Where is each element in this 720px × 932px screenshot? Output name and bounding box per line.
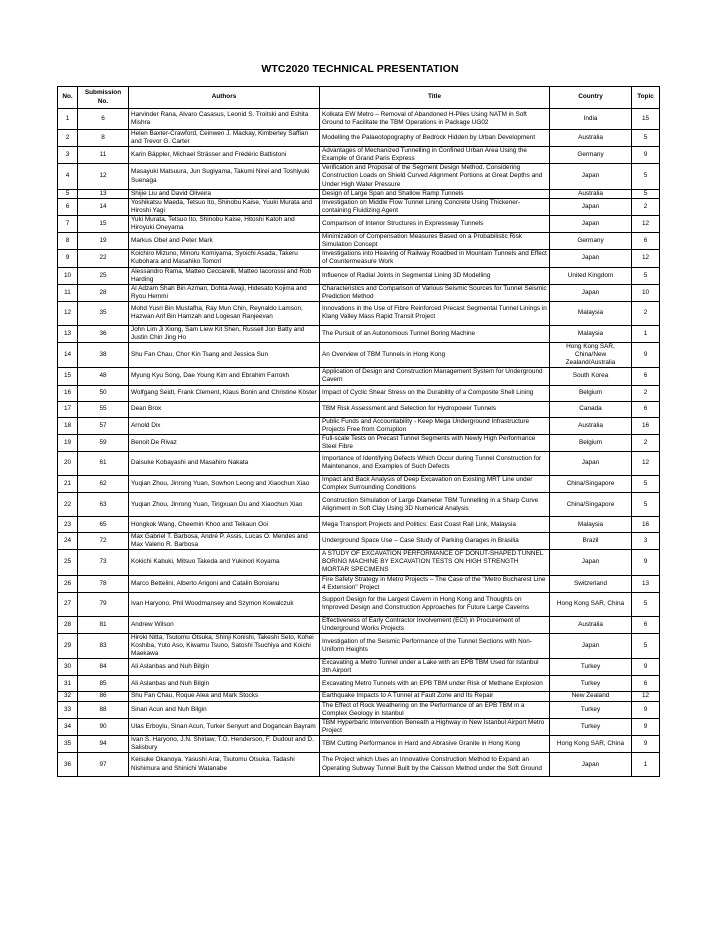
cell-no: 29 — [58, 633, 78, 658]
cell-authors: Yuki Murata, Tetsuo Ito, Shinobu Kaise, Hitoshi Katoh and Hiroyuki Oneyama — [129, 215, 320, 232]
cell-country: Belgium — [550, 434, 632, 451]
cell-no: 11 — [58, 284, 78, 301]
cell-topic: 2 — [632, 385, 660, 401]
cell-authors: Al Adzam Shah Bin Azman, Dohta Awaji, Hidesato Kojima and Ryou Hemmi — [129, 284, 320, 301]
cell-authors: Hongkok Wang, Cheemin Khoo and Teikaun Ooi — [129, 517, 320, 533]
table-row — [58, 451, 660, 475]
cell-submission: 57 — [78, 417, 129, 434]
cell-topic: 9 — [632, 718, 660, 735]
table-row — [58, 164, 660, 189]
cell-country: Turkey — [550, 701, 632, 718]
table-row — [58, 233, 660, 250]
cell-title: TBM Hyperbaric Intervention Beneath a Highway in New İstanbul Airport Metro Project — [320, 718, 550, 735]
cell-country: Hong Kong SAR, China — [550, 592, 632, 616]
cell-country: Canada — [550, 401, 632, 417]
table-row — [58, 475, 660, 492]
cell-topic: 1 — [632, 325, 660, 342]
cell-authors: Kokichi Kabuki, Mitsuo Takeda and Yukinori Koyama — [129, 550, 320, 575]
cell-no: 33 — [58, 701, 78, 718]
cell-title: Construction Simulation of Large Diameter TBM Tunnelling in a Sharp Curve Alignment in Soft Clay Using 3D Numerical Analysis — [320, 493, 550, 517]
cell-country: Australia — [550, 616, 632, 633]
cell-no: 23 — [58, 517, 78, 533]
cell-submission: 86 — [78, 692, 129, 701]
cell-country: Japan — [550, 753, 632, 777]
table-row — [58, 550, 660, 575]
cell-no: 16 — [58, 385, 78, 401]
cell-topic: 12 — [632, 215, 660, 232]
cell-no: 19 — [58, 434, 78, 451]
cell-topic: 12 — [632, 250, 660, 267]
table-row — [58, 493, 660, 517]
cell-title: Minimization of Compensation Measures Based on a Probabilistic Risk Simulation Concept — [320, 233, 550, 250]
cell-no: 22 — [58, 493, 78, 517]
cell-no: 25 — [58, 550, 78, 575]
cell-country: Germany — [550, 147, 632, 164]
cell-submission: 6 — [78, 109, 129, 130]
cell-topic: 9 — [632, 701, 660, 718]
cell-title: Impact and Back Analysis of Deep Excavation on Existing MRT Line under Complex Surrounding Conditions — [320, 475, 550, 492]
cell-submission: 15 — [78, 215, 129, 232]
cell-submission: 25 — [78, 267, 129, 284]
cell-authors: Arnold Dix — [129, 417, 320, 434]
cell-title: An Overview of TBM Tunnels in Hong Kong — [320, 343, 550, 368]
table-row — [58, 633, 660, 658]
table-row — [58, 385, 660, 401]
cell-title: The Effect of Rock Weathering on the Performance of an EPB TBM in a Complex Geology in Istanbul — [320, 701, 550, 718]
header-authors: Authors — [129, 87, 320, 109]
cell-title: Characteristics and Comparison of Various Seismic Sources for Tunnel Seismic Prediction Method — [320, 284, 550, 301]
cell-authors: Ali Aslanbas and Nuh Bilgin — [129, 676, 320, 692]
cell-title: TBM Risk Assessment and Selection for Hydropower Tunnels — [320, 401, 550, 417]
cell-submission: 19 — [78, 233, 129, 250]
cell-authors: Benoit De Rivaz — [129, 434, 320, 451]
cell-title: Verification and Proposal of the Segment Design Method, Considering Construction Loads on Shield Curved Alignment Portions at Great Depths and Under High Water Pressure — [320, 164, 550, 189]
cell-topic: 5 — [632, 633, 660, 658]
cell-title: Underground Space Use – Case Study of Parking Garages in Brasilia — [320, 533, 550, 550]
cell-no: 27 — [58, 592, 78, 616]
cell-topic: 13 — [632, 575, 660, 592]
cell-no: 31 — [58, 676, 78, 692]
cell-submission: 62 — [78, 475, 129, 492]
cell-no: 34 — [58, 718, 78, 735]
cell-topic: 9 — [632, 550, 660, 575]
cell-title: Importance of Identifying Defects Which Occur during Tunnel Construction for Maintenance, and Examples of Such Defects — [320, 451, 550, 475]
table-row — [58, 676, 660, 692]
cell-country: Hong Kong SAR, China — [550, 735, 632, 752]
cell-submission: 14 — [78, 198, 129, 215]
cell-no: 9 — [58, 250, 78, 267]
cell-topic: 2 — [632, 434, 660, 451]
cell-title: Design of Large Span and Shallow Ramp Tunnels — [320, 189, 550, 198]
cell-submission: 8 — [78, 130, 129, 147]
cell-country: Turkey — [550, 676, 632, 692]
cell-submission: 38 — [78, 343, 129, 368]
cell-submission: 79 — [78, 592, 129, 616]
cell-no: 28 — [58, 616, 78, 633]
cell-title: Modelling the Palaeotopography of Bedrock Hidden by Urban Development — [320, 130, 550, 147]
cell-no: 6 — [58, 198, 78, 215]
cell-authors: Shu Fan Chau, Roque Alea and Mark Stocks — [129, 692, 320, 701]
cell-authors: Masayuki Matsuura, Jun Sugiyama, Takumi Nirei and Toshiyuki Suenaga — [129, 164, 320, 189]
cell-authors: Andrew Wilson — [129, 616, 320, 633]
cell-authors: John Lim Ji Xiong, Sam Liew Kit Shen, Russell Jon Batty and Justin Chin Jing Ho — [129, 325, 320, 342]
cell-submission: 81 — [78, 616, 129, 633]
cell-topic: 5 — [632, 130, 660, 147]
cell-topic: 3 — [632, 533, 660, 550]
cell-submission: 78 — [78, 575, 129, 592]
cell-submission: 12 — [78, 164, 129, 189]
cell-country: Germany — [550, 233, 632, 250]
cell-title: Application of Design and Construction Management System for Underground Cavern — [320, 368, 550, 385]
table-row — [58, 592, 660, 616]
cell-topic: 5 — [632, 475, 660, 492]
header-topic: Topic — [632, 87, 660, 109]
cell-authors: Markus Obel and Peter Mark — [129, 233, 320, 250]
cell-no: 17 — [58, 401, 78, 417]
cell-country: Japan — [550, 451, 632, 475]
cell-country: Australia — [550, 189, 632, 198]
header-submission: Submission No. — [78, 87, 129, 109]
header-country: Country — [550, 87, 632, 109]
cell-country: China/Singapore — [550, 493, 632, 517]
cell-topic: 5 — [632, 493, 660, 517]
cell-topic: 15 — [632, 109, 660, 130]
cell-authors: Yuqian Zhou, Jinrong Yuan, Sowhon Leong and Xiaochun Xiao — [129, 475, 320, 492]
cell-topic: 6 — [632, 616, 660, 633]
cell-topic: 10 — [632, 284, 660, 301]
table-row — [58, 659, 660, 676]
table-row — [58, 189, 660, 198]
cell-no: 5 — [58, 189, 78, 198]
cell-authors: Keisuke Okanoya, Yasushi Arai, Tsutomu Otsuka, Tadashi Nishimura and Shinichi Watanabe — [129, 753, 320, 777]
cell-title: Support Design for the Largest Cavern in Hong Kong and Thoughts on Improved Design and Construction Approaches for Future Large Caverns — [320, 592, 550, 616]
table-row — [58, 575, 660, 592]
cell-country: Malaysia — [550, 301, 632, 325]
cell-submission: 35 — [78, 301, 129, 325]
cell-country: Malaysia — [550, 325, 632, 342]
cell-authors: Mohd Yusri Bin Mustafha, Ray Mun Chin, Reynaldo Lamson, Hazwan Arif Bin Hamzah and Logesan Ranjeevan — [129, 301, 320, 325]
cell-topic: 5 — [632, 189, 660, 198]
cell-topic: 6 — [632, 233, 660, 250]
table-row — [58, 718, 660, 735]
table-row — [58, 343, 660, 368]
cell-no: 13 — [58, 325, 78, 342]
presentation-table — [57, 86, 660, 777]
cell-title: Full-scale Tests on Precast Tunnel Segments with Newly High Performance Steel Fibre — [320, 434, 550, 451]
cell-title: Impact of Cyclic Shear Stress on the Durability of a Composite Shell Lining — [320, 385, 550, 401]
cell-authors: Marco Bettelini, Alberto Arigoni and Catalin Boroianu — [129, 575, 320, 592]
cell-authors: Sinan Acun and Nuh Bilgin — [129, 701, 320, 718]
cell-no: 12 — [58, 301, 78, 325]
cell-topic: 9 — [632, 659, 660, 676]
cell-topic: 9 — [632, 735, 660, 752]
cell-no: 10 — [58, 267, 78, 284]
cell-country: Australia — [550, 130, 632, 147]
cell-no: 24 — [58, 533, 78, 550]
cell-submission: 90 — [78, 718, 129, 735]
cell-no: 21 — [58, 475, 78, 492]
cell-no: 35 — [58, 735, 78, 752]
table-row — [58, 701, 660, 718]
cell-country: Japan — [550, 633, 632, 658]
cell-no: 7 — [58, 215, 78, 232]
table-row — [58, 533, 660, 550]
cell-title: Innovations in the Use of Fibre Reinforced Precast Segmental Tunnel Linings in Klang Valley Mass Rapid Transit Project — [320, 301, 550, 325]
cell-submission: 22 — [78, 250, 129, 267]
cell-topic: 6 — [632, 676, 660, 692]
cell-topic: 9 — [632, 147, 660, 164]
cell-no: 4 — [58, 164, 78, 189]
cell-submission: 83 — [78, 633, 129, 658]
table-row — [58, 109, 660, 130]
cell-title: Fire Safety Strategy in Metro Projects – The Case of the "Metro Bucharest Line 4 Extension" Project — [320, 575, 550, 592]
cell-country: India — [550, 109, 632, 130]
table-row — [58, 401, 660, 417]
table-row — [58, 368, 660, 385]
cell-country: New Zealand — [550, 692, 632, 701]
cell-no: 15 — [58, 368, 78, 385]
table-row — [58, 130, 660, 147]
cell-title: TBM Cutting Performance in Hard and Abrasive Granite in Hong Kong — [320, 735, 550, 752]
table-row — [58, 301, 660, 325]
table-body — [58, 109, 660, 777]
cell-country: Japan — [550, 250, 632, 267]
cell-authors: Hiroki Nitta, Tsutomu Otsuka, Shinji Konishi, Takeshi Seto, Kohei Koshiba, Yuto Aso, Kiwamu Tsuno, Satoshi Tsuchiya and Koichi Maekawa — [129, 633, 320, 658]
cell-country: China/Singapore — [550, 475, 632, 492]
cell-no: 8 — [58, 233, 78, 250]
cell-authors: Max Gabriel T. Barbosa, André P. Assis, Lucas O. Mendes and Max Valerio R. Barbosa — [129, 533, 320, 550]
cell-title: Investigation on Middle Flow Tunnel Lining Concrete Using Thickener-containing Fluidizing Agent — [320, 198, 550, 215]
cell-country: Brazil — [550, 533, 632, 550]
cell-no: 20 — [58, 451, 78, 475]
header-title: Title — [320, 87, 550, 109]
cell-title: The Project which Uses an Innovative Construction Method to Expand an Operating Subway Tunnel Built by the Caisson Method under the Soft Ground — [320, 753, 550, 777]
cell-submission: 73 — [78, 550, 129, 575]
table-row — [58, 692, 660, 701]
cell-authors: Helen Baxter-Crawford, Ceinwen J. Mackay, Kimberley Saffian and Trevor G. Carter — [129, 130, 320, 147]
cell-submission: 13 — [78, 189, 129, 198]
table-row — [58, 198, 660, 215]
cell-country: South Korea — [550, 368, 632, 385]
cell-country: Australia — [550, 417, 632, 434]
cell-title: Kolkata EW Metro – Removal of Abandoned H-Piles Using NATM in Soft Ground to Facilitate the TBM Operations in Package UG02 — [320, 109, 550, 130]
cell-authors: Alessandro Rama, Matteo Ceccarelli, Matteo Iacorossi and Rob Harding — [129, 267, 320, 284]
table-row — [58, 250, 660, 267]
cell-no: 36 — [58, 753, 78, 777]
table-row — [58, 753, 660, 777]
cell-topic: 16 — [632, 417, 660, 434]
cell-submission: 85 — [78, 676, 129, 692]
cell-submission: 11 — [78, 147, 129, 164]
cell-submission: 84 — [78, 659, 129, 676]
cell-submission: 28 — [78, 284, 129, 301]
cell-submission: 72 — [78, 533, 129, 550]
cell-title: Investigations into Heaving of Railway Roadbed in Mountain Tunnels and Effect of Countermeasure Work — [320, 250, 550, 267]
cell-title: The Pursuit of an Autonomous Tunnel Boring Machine — [320, 325, 550, 342]
cell-submission: 36 — [78, 325, 129, 342]
cell-authors: Shu Fan Chau, Chor Kin Tsang and Jessica Sun — [129, 343, 320, 368]
cell-authors: Ali Aslanbas and Nuh Bilgin — [129, 659, 320, 676]
cell-title: Excavating a Metro Tunnel under a Lake with an EPB TBM Used for Istanbul 3th Airport — [320, 659, 550, 676]
cell-authors: Yoshikatsu Maeda, Tetsuo Ito, Shinobu Kaise, Yuuki Murata and Hiroshi Yagi — [129, 198, 320, 215]
cell-topic: 2 — [632, 198, 660, 215]
cell-authors: Daisuke Kobayashi and Masahiro Nakata — [129, 451, 320, 475]
cell-title: Earthquake Impacts to A Tunnel at Fault Zone and Its Repair — [320, 692, 550, 701]
table-row — [58, 434, 660, 451]
cell-topic: 6 — [632, 368, 660, 385]
cell-no: 32 — [58, 692, 78, 701]
table-row — [58, 147, 660, 164]
cell-authors: Myung Kyu Song, Dae Young Kim and Ebrahim Farrokh — [129, 368, 320, 385]
cell-country: Switzerland — [550, 575, 632, 592]
cell-title: Comparison of Interior Structures in Expressway Tunnels — [320, 215, 550, 232]
table-row — [58, 616, 660, 633]
cell-no: 14 — [58, 343, 78, 368]
cell-authors: Koichiro Mizuno, Minoru Komiyama, Syoichi Asada, Takeru Kubohara and Masahiko Tomori — [129, 250, 320, 267]
table-row — [58, 267, 660, 284]
cell-title: Investigation of the Seismic Performance of the Tunnel Sections with Non-Uniform Heights — [320, 633, 550, 658]
cell-title: Mega Transport Projects and Politics: East Coast Rail Link, Malaysia — [320, 517, 550, 533]
cell-authors: Yuqian Zhou, Jinrong Yuan, Tingxuan Du and Xiaochun Xiao — [129, 493, 320, 517]
cell-topic: 16 — [632, 517, 660, 533]
cell-topic: 12 — [632, 451, 660, 475]
cell-topic: 2 — [632, 301, 660, 325]
cell-authors: Shijie Liu and David Oliveira — [129, 189, 320, 198]
cell-submission: 50 — [78, 385, 129, 401]
table-row — [58, 284, 660, 301]
cell-no: 3 — [58, 147, 78, 164]
cell-country: Hong Kong SAR, China/New Zealand/Australia — [550, 343, 632, 368]
cell-authors: Wolfgang Seidl, Frank Clement, Klaus Bonin and Christine Köster — [129, 385, 320, 401]
table-header-row — [58, 87, 660, 109]
cell-topic: 5 — [632, 592, 660, 616]
table-row — [58, 417, 660, 434]
cell-submission: 94 — [78, 735, 129, 752]
cell-authors: Ivan Haryono, Phil Woodmansey and Szymon Kowalczuk — [129, 592, 320, 616]
cell-title: Public Funds and Accountability - Keep Mega Underground Infrastructure Projects Free from Corruption — [320, 417, 550, 434]
cell-country: Japan — [550, 164, 632, 189]
cell-submission: 59 — [78, 434, 129, 451]
cell-submission: 61 — [78, 451, 129, 475]
cell-title: Advantages of Mechanized Tunnelling in Confined Urban Area Using the Example of Grand Paris Express — [320, 147, 550, 164]
cell-authors: Dean Brox — [129, 401, 320, 417]
cell-title: Excavating Metro Tunnels with an EPB TBM under Risk of Methane Explosion — [320, 676, 550, 692]
cell-topic: 5 — [632, 267, 660, 284]
cell-topic: 12 — [632, 692, 660, 701]
cell-country: Turkey — [550, 659, 632, 676]
cell-submission: 63 — [78, 493, 129, 517]
cell-authors: Ivan S. Haryono, J.N. Shirlaw, T.O. Henderson, F. Dudout and D. Salisbury — [129, 735, 320, 752]
cell-country: Belgium — [550, 385, 632, 401]
cell-country: United Kingdom — [550, 267, 632, 284]
cell-submission: 97 — [78, 753, 129, 777]
cell-no: 1 — [58, 109, 78, 130]
page-title: WTC2020 TECHNICAL PRESENTATION — [261, 63, 459, 75]
cell-topic: 5 — [632, 164, 660, 189]
cell-topic: 9 — [632, 343, 660, 368]
cell-topic: 1 — [632, 753, 660, 777]
cell-submission: 65 — [78, 517, 129, 533]
table-row — [58, 517, 660, 533]
cell-no: 26 — [58, 575, 78, 592]
cell-authors: Harvinder Rana, Alvaro Casasus, Leonid S. Troitski and Eshita Mishra — [129, 109, 320, 130]
cell-country: Japan — [550, 198, 632, 215]
header-no: No. — [58, 87, 78, 109]
cell-country: Japan — [550, 215, 632, 232]
table-row — [58, 215, 660, 232]
cell-country: Turkey — [550, 718, 632, 735]
cell-no: 18 — [58, 417, 78, 434]
cell-country: Malaysia — [550, 517, 632, 533]
cell-topic: 6 — [632, 401, 660, 417]
cell-country: Japan — [550, 284, 632, 301]
table-row — [58, 735, 660, 752]
cell-authors: Karin Bäppler, Michael Strässer and Frédéric Battistoni — [129, 147, 320, 164]
cell-title: Influence of Radial Joints in Segmental Lining 3D Modelling — [320, 267, 550, 284]
cell-authors: Ulas Erboylu, Sinan Acun, Turker Senyurt and Dogancan Bayram — [129, 718, 320, 735]
cell-no: 2 — [58, 130, 78, 147]
cell-title: Effectiveness of Early Contractor Involvement (ECI) in Procurement of Underground Works Projects — [320, 616, 550, 633]
cell-submission: 55 — [78, 401, 129, 417]
table-row — [58, 325, 660, 342]
cell-submission: 48 — [78, 368, 129, 385]
cell-title: A STUDY OF EXCAVATION PERFORMANCE OF DONUT-SHAPED TUNNEL BORING MACHINE BY EXCAVATION TESTS ON HIGH STRENGTH MORTAR SPECIMENS — [320, 550, 550, 575]
cell-country: Japan — [550, 550, 632, 575]
cell-no: 30 — [58, 659, 78, 676]
cell-submission: 88 — [78, 701, 129, 718]
